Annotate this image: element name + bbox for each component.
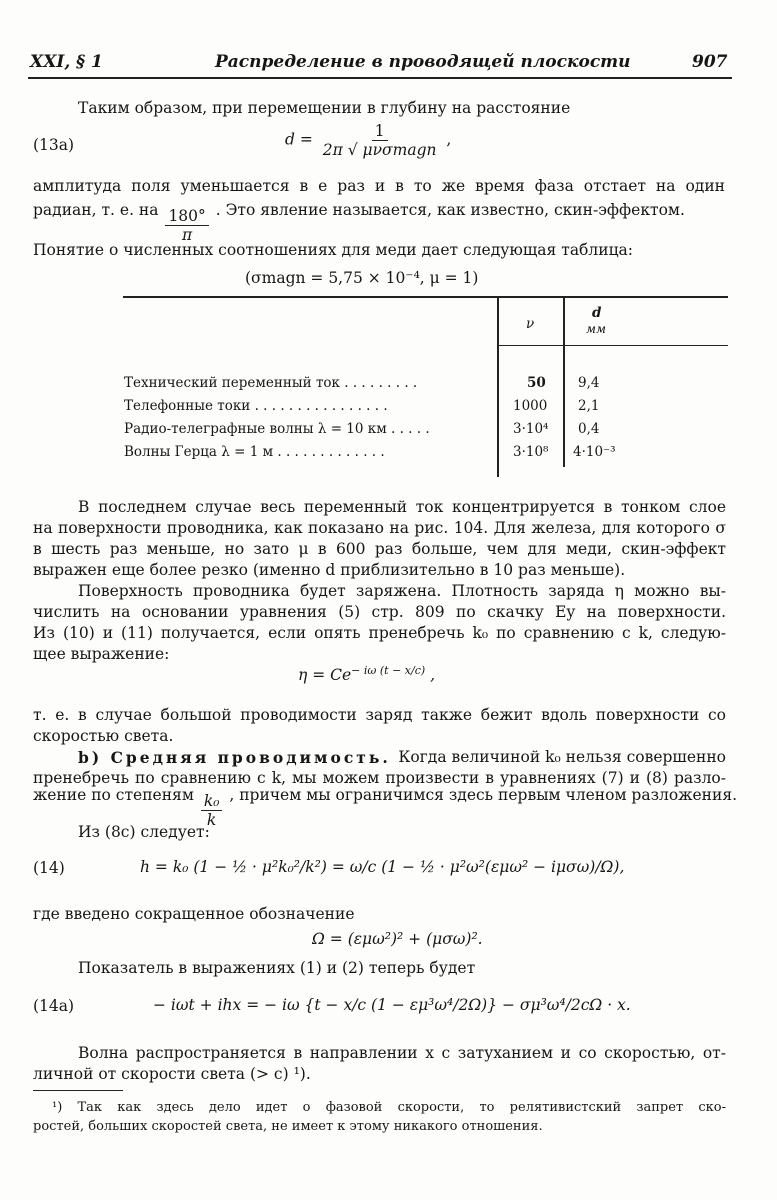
footnote-rule (33, 1090, 123, 1091)
p2-frac-num: 180° (165, 207, 208, 226)
paragraph-5-line-2: скоростью света. (33, 727, 174, 745)
table-row-3-label: Радио-телеграфные волны λ = 10 км . . . . . (124, 421, 430, 437)
eq13a-label: (13a) (33, 136, 75, 154)
running-section: XXI, § 1 (30, 52, 103, 72)
paragraph-8: где введено сокращенное обозначение (33, 905, 355, 923)
table-col-divider-2 (563, 297, 565, 467)
paragraph-3-line-2: на поверхности проводника, как показано на рис. 104. Для железа, для которого σ (33, 519, 726, 537)
table-row-2-nu: 1000 (513, 398, 548, 414)
table-row-1-label: Технический переменный ток . . . . . . . . . (124, 375, 418, 391)
table-col-divider-1 (497, 297, 499, 477)
eq-omega: Ω = (εμω²)² + (μσω)². (312, 930, 483, 948)
eq13a-numerator: 1 (372, 122, 388, 141)
eq13a (285, 122, 451, 159)
paragraph-10-line-1: Волна распространяется в направлении x с затуханием и со скоростью, от- (78, 1044, 726, 1062)
paragraph-4-line-3: Из (10) и (11) получается, если опять пренебречь k₀ по сравнению с k, следую- (33, 624, 726, 642)
p2-text-b: . Это явление называется, как известно, скин-эффектом. (215, 201, 685, 219)
eq13a-lhs: d = (285, 130, 313, 149)
table-header-nu: ν (526, 316, 535, 332)
table-header-d-unit: мм (586, 322, 606, 336)
eq-eta-exponent: − iω (t − x/c) (351, 664, 426, 677)
paragraph-6-line-2: пренебречь по сравнению с k, мы можем произвести в уравнениях (7) и (8) разло- (33, 769, 726, 787)
footnote-line-1: ¹) Так как здесь дело идет о фазовой скорости, то релятивистский запрет ско- (52, 1100, 726, 1115)
paragraph-3-line-4: выражен еще более резко (именно d приблизительно в 10 раз меньше). (33, 561, 626, 579)
eq14: h = k₀ (1 − ½ · μ²k₀²/k²) = ω/c (1 − ½ · μ²ω²(εμω² − iμσω)/Ω), (140, 858, 625, 876)
eq14a: − iωt + ihx = − iω {t − x/c (1 − εμ³ω⁴/2Ω)} − σμ³ω⁴/2cΩ · x. (153, 996, 631, 1014)
p2-text-a: радиан, т. е. на (33, 201, 159, 219)
table-row-3-nu: 3·10⁴ (513, 421, 549, 437)
paragraph-3-line-3: в шесть раз меньше, но зато μ в 600 раз больше, чем для меди, скин-эффект (33, 540, 726, 558)
paragraph-2-line-2 (33, 200, 725, 244)
eq14-label: (14) (33, 859, 65, 877)
paragraph-4-line-2: числить на основании уравнения (5) стр. 809 по скачку Ey на поверхности. (33, 603, 726, 621)
p6-text-a: жение по степеням (33, 786, 194, 804)
eq13a-tail: , (446, 130, 452, 149)
paragraph-9: Показатель в выражениях (1) и (2) теперь будет (78, 959, 476, 977)
paragraph-2-line-3: Понятие о численных соотношениях для меди дает следующая таблица: (33, 241, 633, 259)
page-number: 907 (692, 52, 728, 72)
eq-eta-main: η = Ce (298, 666, 352, 685)
footnote-line-2: ростей, больших скоростей света, не имеет к этому никакого отношения. (33, 1119, 543, 1134)
table-row-2-d: 2,1 (578, 398, 600, 414)
paragraph-5-line-1: т. е. в случае большой проводимости заряд также бежит вдоль поверхности со (33, 706, 726, 724)
eq-eta (298, 664, 435, 684)
p6-frac-num: k₀ (201, 792, 223, 811)
table-caption: (σmagn = 5,75 × 10⁻⁴, μ = 1) (245, 269, 479, 287)
table-row-1-nu: 50 (527, 375, 546, 391)
table-row-4-d: 4·10⁻³ (573, 444, 616, 460)
paragraph-10-line-2: личной от скорости света (> c) ¹). (33, 1065, 311, 1083)
header-rule (28, 77, 732, 79)
paragraph-4-line-4: щее выражение: (33, 645, 170, 663)
p6-rest: Когда величиной k₀ нельзя совершенно (398, 748, 726, 766)
eq-eta-tail: , (430, 666, 436, 685)
table-row-2-label: Телефонные токи . . . . . . . . . . . . . . . . (124, 398, 388, 414)
table-header-d: d (592, 305, 602, 321)
table-row-4-label: Волны Герца λ = 1 м . . . . . . . . . . . . . (124, 444, 385, 460)
running-title: Распределение в проводящей плоскости (215, 52, 631, 72)
table-row-4-nu: 3·10⁸ (513, 444, 549, 460)
p6-text-b: , причем мы ограничимся здесь первым членом разложения. (229, 786, 738, 804)
paragraph-2-line-1: амплитуда поля уменьшается в e раз и в то же время фаза отстает на один (33, 177, 725, 195)
table-row-3-d: 0,4 (578, 421, 600, 437)
table-row-1-d: 9,4 (578, 375, 600, 391)
paragraph-1: Таким образом, при перемещении в глубину на расстояние (78, 99, 571, 117)
eq13a-denominator: 2π √ μνσmagn (322, 141, 437, 159)
p2-frac-den: π (182, 226, 193, 244)
paragraph-6-line-1 (78, 747, 726, 768)
paragraph-7: Из (8c) следует: (78, 823, 210, 841)
p6-frac-den: k (206, 811, 217, 829)
paragraph-4-line-1: Поверхность проводника будет заряжена. Плотность заряда η можно вы- (78, 582, 726, 600)
paragraph-3-line-1: В последнем случае весь переменный ток концентрируется в тонком слое (78, 498, 726, 516)
eq14a-label: (14a) (33, 997, 75, 1015)
subsection-heading: b) Средняя проводимость. (78, 748, 391, 767)
table-header-rule (497, 345, 728, 346)
table-top-rule (123, 296, 728, 298)
